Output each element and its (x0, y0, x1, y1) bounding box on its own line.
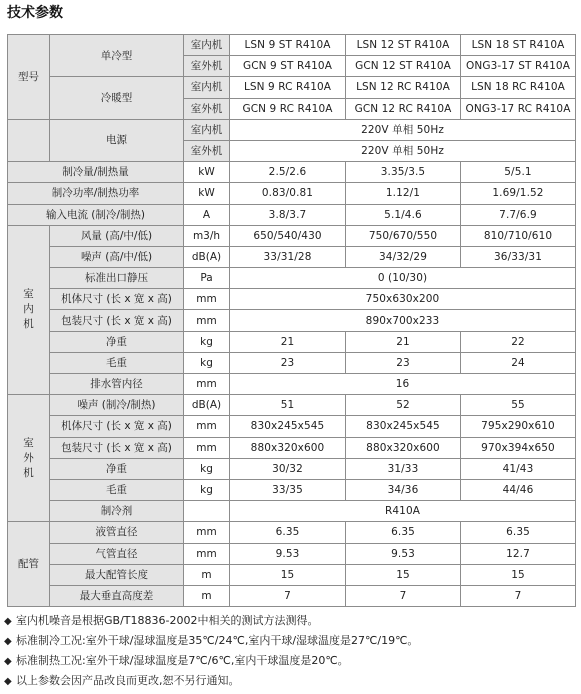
spec-label: 输入电流 (制冷/制热) (8, 204, 184, 225)
spec-value: 9.53 (346, 543, 461, 564)
spec-value: 41/43 (461, 458, 576, 479)
spec-value: 2.5/2.6 (230, 162, 346, 183)
spec-unit: Pa (184, 268, 230, 289)
spec-value: 24 (461, 352, 576, 373)
spec-label: 净重 (50, 458, 184, 479)
spec-value: 30/32 (230, 458, 346, 479)
power-label: 电源 (50, 119, 184, 161)
group-label-outdoor: 室 外 机 (8, 395, 50, 522)
spec-unit: m (184, 564, 230, 585)
model-number-cell: ONG3-17 ST R410A (461, 56, 576, 77)
spec-value: 795x290x610 (461, 416, 576, 437)
spec-unit: mm (184, 310, 230, 331)
table-row (8, 395, 576, 416)
spec-label: 包装尺寸 (长 x 宽 x 高) (50, 310, 184, 331)
table-row (8, 458, 576, 479)
spec-value: 3.35/3.5 (346, 162, 461, 183)
spec-label: 液管直径 (50, 522, 184, 543)
spec-value: 23 (346, 352, 461, 373)
spec-value: 33/31/28 (230, 246, 346, 267)
spec-value: 52 (346, 395, 461, 416)
table-row (8, 162, 576, 183)
spec-label: 风量 (高/中/低) (50, 225, 184, 246)
table-row (8, 204, 576, 225)
table-row (8, 543, 576, 564)
model-number-cell: LSN 12 RC R410A (346, 77, 461, 98)
model-number-cell: ONG3-17 RC R410A (461, 98, 576, 119)
spec-unit: kg (184, 458, 230, 479)
spec-unit: dB(A) (184, 246, 230, 267)
spec-value: 33/35 (230, 479, 346, 500)
table-row (8, 479, 576, 500)
note-text: 室内机噪音是根据GB/T18836-2002中相关的测试方法测得。 (16, 614, 319, 627)
model-type-label: 冷暖型 (50, 77, 184, 119)
spec-label: 最大垂直高度差 (50, 585, 184, 606)
spec-unit: mm (184, 374, 230, 395)
table-row (8, 416, 576, 437)
spec-label: 制冷功率/制热功率 (8, 183, 184, 204)
table-row (8, 310, 576, 331)
spec-label: 最大配管长度 (50, 564, 184, 585)
model-number-cell: LSN 9 RC R410A (230, 77, 346, 98)
spec-label: 毛重 (50, 352, 184, 373)
spec-unit: kg (184, 331, 230, 352)
power-value-cell: 220V 单相 50Hz (230, 140, 576, 161)
table-row (8, 437, 576, 458)
model-type-label: 单冷型 (50, 35, 184, 77)
spec-value: 15 (346, 564, 461, 585)
note-text: 标准制热工况:室外干球/湿球温度是7℃/6℃,室内干球温度是20℃。 (16, 654, 349, 667)
table-row (8, 352, 576, 373)
table-row (8, 522, 576, 543)
model-number-cell: LSN 12 ST R410A (346, 35, 461, 56)
table-row (8, 585, 576, 606)
spec-unit: kg (184, 352, 230, 373)
table-row (8, 183, 576, 204)
spec-unit: kW (184, 162, 230, 183)
model-number-cell: GCN 12 RC R410A (346, 98, 461, 119)
spec-value: 23 (230, 352, 346, 373)
diamond-bullet-icon: ◆ (4, 616, 12, 627)
spec-value: 5.1/4.6 (346, 204, 461, 225)
spec-label: 气管直径 (50, 543, 184, 564)
spec-value: 7 (346, 585, 461, 606)
model-number-cell: GCN 9 ST R410A (230, 56, 346, 77)
spec-value: 15 (461, 564, 576, 585)
spec-value: 7.7/6.9 (461, 204, 576, 225)
unit-type-label: 室内机 (184, 77, 230, 98)
spec-value: 750x630x200 (230, 289, 576, 310)
spec-value: 34/36 (346, 479, 461, 500)
spec-value: 880x320x600 (230, 437, 346, 458)
spec-label: 制冷量/制热量 (8, 162, 184, 183)
spec-label: 标准出口静压 (50, 268, 184, 289)
spec-value: 55 (461, 395, 576, 416)
table-row (8, 225, 576, 246)
table-row (8, 35, 576, 56)
spec-label: 噪声 (制冷/制热) (50, 395, 184, 416)
spec-value: 21 (346, 331, 461, 352)
spec-value: 7 (230, 585, 346, 606)
spec-unit: mm (184, 289, 230, 310)
diamond-bullet-icon: ◆ (4, 636, 12, 647)
spec-value: 830x245x545 (230, 416, 346, 437)
spec-label: 机体尺寸 (长 x 宽 x 高) (50, 416, 184, 437)
spec-unit: m (184, 585, 230, 606)
spec-label: 机体尺寸 (长 x 宽 x 高) (50, 289, 184, 310)
spec-unit: kg (184, 479, 230, 500)
spec-value: 810/710/610 (461, 225, 576, 246)
unit-type-label: 室外机 (184, 140, 230, 161)
spec-value: 21 (230, 331, 346, 352)
spec-label: 净重 (50, 331, 184, 352)
table-row (8, 246, 576, 267)
model-number-cell: LSN 9 ST R410A (230, 35, 346, 56)
spec-unit: mm (184, 416, 230, 437)
spec-value: 51 (230, 395, 346, 416)
spec-table (7, 34, 576, 607)
spec-value: 6.35 (346, 522, 461, 543)
spec-value: 9.53 (230, 543, 346, 564)
spec-value: 22 (461, 331, 576, 352)
spec-value: 1.69/1.52 (461, 183, 576, 204)
page-title: 技术参数 (7, 5, 63, 21)
spec-value: 5/5.1 (461, 162, 576, 183)
unit-type-label: 室外机 (184, 56, 230, 77)
table-row (8, 501, 576, 522)
spec-value: 12.7 (461, 543, 576, 564)
model-number-cell: LSN 18 ST R410A (461, 35, 576, 56)
group-label-indoor: 室 内 机 (8, 225, 50, 395)
spec-unit: mm (184, 437, 230, 458)
spec-value: 34/32/29 (346, 246, 461, 267)
spec-value: 970x394x650 (461, 437, 576, 458)
spec-value: 6.35 (230, 522, 346, 543)
spec-value: 0.83/0.81 (230, 183, 346, 204)
model-number-cell: GCN 12 ST R410A (346, 56, 461, 77)
spec-unit: m3/h (184, 225, 230, 246)
spec-value: 3.8/3.7 (230, 204, 346, 225)
spec-value: 650/540/430 (230, 225, 346, 246)
spec-unit: mm (184, 522, 230, 543)
spec-unit (184, 501, 230, 522)
spec-value: 36/33/31 (461, 246, 576, 267)
spec-value: 16 (230, 374, 576, 395)
spec-value: 890x700x233 (230, 310, 576, 331)
unit-type-label: 室内机 (184, 119, 230, 140)
spec-value: R410A (230, 501, 576, 522)
spec-value: 0 (10/30) (230, 268, 576, 289)
spec-unit: mm (184, 543, 230, 564)
unit-type-label: 室内机 (184, 35, 230, 56)
note-item (4, 651, 418, 671)
spec-unit: dB(A) (184, 395, 230, 416)
spec-value: 15 (230, 564, 346, 585)
table-row (8, 289, 576, 310)
spec-unit: kW (184, 183, 230, 204)
spec-label: 包装尺寸 (长 x 宽 x 高) (50, 437, 184, 458)
spec-value: 830x245x545 (346, 416, 461, 437)
spec-value: 44/46 (461, 479, 576, 500)
group-label-power (8, 119, 50, 161)
spec-label: 噪声 (高/中/低) (50, 246, 184, 267)
spec-value: 31/33 (346, 458, 461, 479)
group-label-piping: 配管 (8, 522, 50, 607)
spec-value: 880x320x600 (346, 437, 461, 458)
table-row (8, 119, 576, 140)
model-number-cell: LSN 18 RC R410A (461, 77, 576, 98)
model-number-cell: GCN 9 RC R410A (230, 98, 346, 119)
unit-type-label: 室外机 (184, 98, 230, 119)
table-row (8, 331, 576, 352)
note-item (4, 611, 418, 631)
spec-label: 毛重 (50, 479, 184, 500)
diamond-bullet-icon: ◆ (4, 656, 12, 667)
spec-value: 1.12/1 (346, 183, 461, 204)
table-row (8, 564, 576, 585)
note-item (4, 671, 418, 691)
note-text: 以上参数会因产品改良而更改,恕不另行通知。 (16, 674, 240, 687)
spec-value: 6.35 (461, 522, 576, 543)
diamond-bullet-icon: ◆ (4, 676, 12, 687)
table-row (8, 77, 576, 98)
spec-value: 7 (461, 585, 576, 606)
spec-label: 排水管内径 (50, 374, 184, 395)
table-row (8, 374, 576, 395)
note-item (4, 631, 418, 651)
spec-value: 750/670/550 (346, 225, 461, 246)
note-text: 标准制冷工况:室外干球/湿球温度是35℃/24℃,室内干球/湿球温度是27℃/19℃。 (16, 634, 419, 647)
group-label-model: 型号 (8, 35, 50, 120)
notes-list (4, 611, 418, 691)
spec-label: 制冷剂 (50, 501, 184, 522)
power-value-cell: 220V 单相 50Hz (230, 119, 576, 140)
table-row (8, 268, 576, 289)
spec-unit: A (184, 204, 230, 225)
